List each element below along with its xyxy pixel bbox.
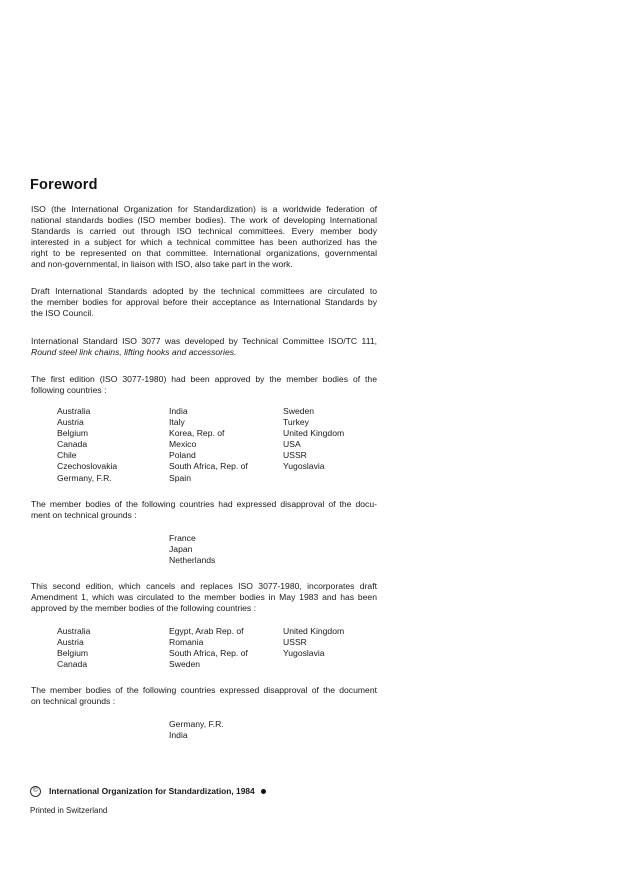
text-line: national standards bodies (ISO member bodies). The work of developing International	[31, 215, 377, 226]
text-line: The member bodies of the following countries had expressed disapproval of the docu-	[31, 499, 377, 509]
country-item: Germany, F.R.	[169, 719, 224, 729]
country-item: Chile	[57, 450, 77, 461]
country-item: Japan	[169, 544, 193, 555]
country-item: Canada	[57, 439, 88, 450]
country-item: India	[169, 730, 188, 741]
country-item: Austria	[57, 637, 84, 648]
country-item: United Kingdom	[283, 626, 345, 636]
country-item: Yugoslavia	[283, 461, 325, 472]
paragraph-second-edition	[31, 581, 377, 614]
country-item: Australia	[57, 626, 91, 636]
text-line: right to be represented on that committee. International organizations, governmental	[31, 248, 377, 259]
country-item: Sweden	[169, 659, 201, 670]
paragraph-committee	[31, 336, 377, 358]
text-line: This second edition, which cancels and replaces ISO 3077-1980, incorporates draft	[31, 581, 377, 591]
text-line: Draft International Standards adopted by the technical committees are circulated to	[31, 286, 377, 296]
text-line: the ISO Council.	[31, 308, 94, 319]
country-item: France	[169, 533, 196, 543]
disapproved-first-list	[169, 533, 215, 566]
country-item: South Africa, Rep. of	[169, 648, 248, 659]
approved-second-col1	[57, 626, 90, 670]
paragraph-draft-standards	[31, 286, 377, 319]
country-item: Germany, F.R.	[57, 472, 112, 483]
text-line: and non-governmental, in liaison with ISO, also take part in the work.	[31, 259, 293, 270]
country-item: South Africa, Rep. of	[169, 461, 248, 472]
country-item: Mexico	[169, 439, 197, 450]
paragraph-iso-intro	[31, 204, 377, 271]
approved-first-col3	[283, 406, 344, 473]
text-line: the member bodies for approval before their acceptance as International Standards by	[31, 297, 377, 308]
country-item: Belgium	[57, 428, 89, 439]
bullet-icon	[261, 789, 266, 794]
country-item: Poland	[169, 450, 196, 461]
foreword-title: Foreword	[30, 177, 98, 193]
country-item: Czechoslovakia	[57, 461, 118, 472]
printed-location: Printed in Switzerland	[30, 806, 108, 815]
text-line: interested in a subject for which a technical committee has been authorized has the	[31, 237, 377, 248]
country-item: Egypt, Arab Rep. of	[169, 626, 244, 636]
paragraph-first-disapproval	[31, 499, 377, 521]
paragraph-second-disapproval	[31, 685, 377, 707]
country-item: United Kingdom	[283, 428, 345, 439]
country-item: Austria	[57, 417, 84, 428]
country-item: USSR	[283, 450, 307, 461]
country-item: Turkey	[283, 417, 309, 428]
country-item: USSR	[283, 637, 307, 648]
text-line: The member bodies of the following countries expressed disapproval of the document	[31, 685, 377, 695]
text-line: The first edition (ISO 3077-1980) had been approved by the member bodies of the	[31, 374, 377, 384]
country-item: Netherlands	[169, 555, 216, 566]
committee-title: Round steel link chains, lifting hooks and accessories.	[31, 347, 237, 358]
approved-first-col1	[57, 406, 117, 484]
country-item: Australia	[57, 406, 91, 416]
text-line: on technical grounds :	[31, 696, 116, 707]
approved-second-col2	[169, 626, 248, 670]
country-item: USA	[283, 439, 301, 450]
country-item: Canada	[57, 659, 88, 670]
country-item: Italy	[169, 417, 185, 428]
text-line: ISO (the International Organization for Standardization) is a worldwide federation of	[31, 204, 377, 214]
country-item: Romania	[169, 637, 204, 648]
approved-second-col3	[283, 626, 344, 659]
country-item: Korea, Rep. of	[169, 428, 225, 439]
country-item: Sweden	[283, 406, 315, 416]
country-item: India	[169, 406, 188, 416]
country-item: Spain	[169, 472, 191, 483]
disapproved-second-list	[169, 719, 224, 741]
text-line: Standards is carried out through ISO technical committees. Every member body	[31, 226, 377, 237]
copyright-icon: ©	[30, 786, 41, 797]
country-item: Yugoslavia	[283, 648, 325, 659]
text-line: Amendment 1, which was circulated to the member bodies in May 1983 and has been	[31, 592, 377, 603]
approved-first-col2	[169, 406, 248, 484]
copyright-line	[30, 786, 266, 797]
paragraph-first-edition	[31, 374, 377, 396]
text-line: International Standard ISO 3077 was developed by Technical Committee ISO/TC 111,	[31, 336, 377, 346]
text-line: following countries :	[31, 385, 107, 396]
copyright-organization: International Organization for Standardization, 1984	[49, 786, 255, 796]
text-line: approved by the member bodies of the following countries :	[31, 603, 256, 614]
country-item: Belgium	[57, 648, 89, 659]
text-line: ment on technical grounds :	[31, 510, 137, 521]
